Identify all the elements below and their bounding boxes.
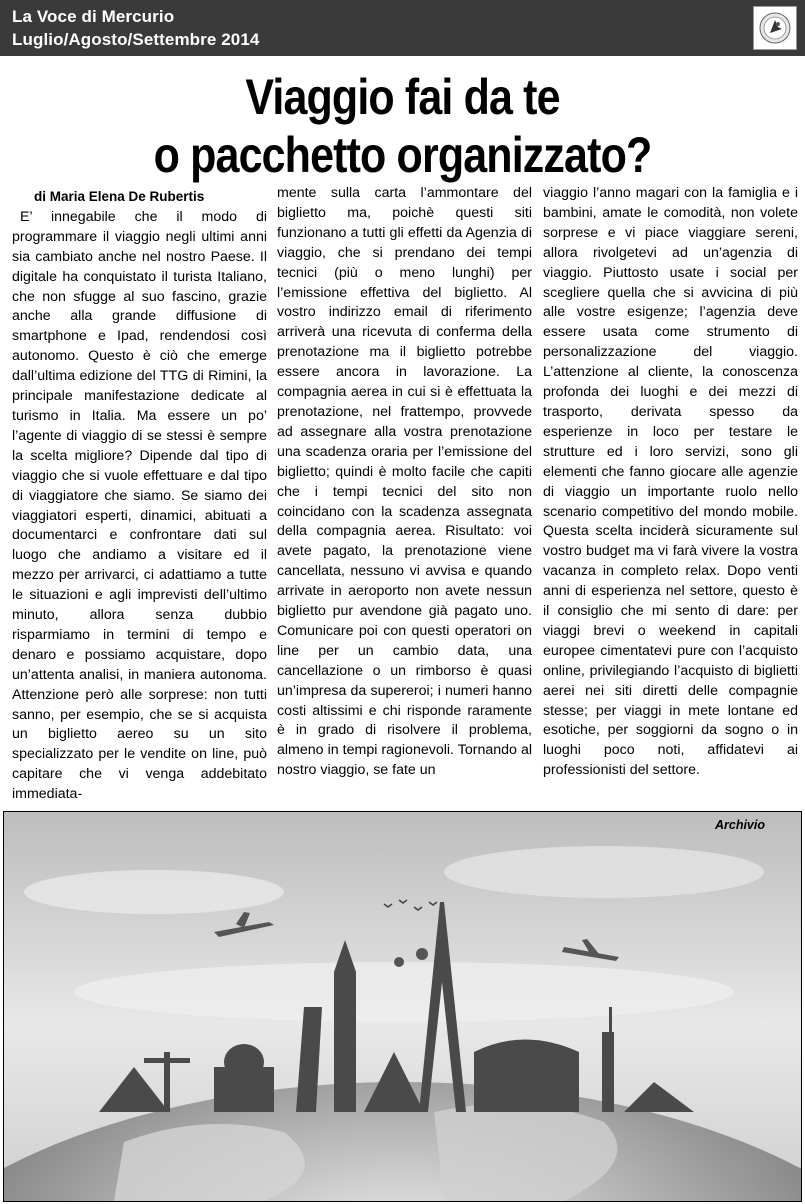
column-2-text: mente sulla carta l’ammontare del biglietto ma, poichè questi siti funzionano a tutti gli effetti da Agenzia di viaggio, che si prendano dei tempi tecnici (più o meno lunghi) per l’emissione effettiva del biglietto. Al vostro indirizzo email di riferimento arriverà una ricevuta di conferma della prenotazione ma il biglietto potrebbe essere ancora in lavorazione. La compagnia aerea in cui si è effettuata la prenotazione, nel frattempo, provvede ad assegnare alla vostra prenotazione una scadenza oraria per l’emissione del biglietto; quindi è molto facile che capiti che i tempi tecnici del sito non coincidano con la scadenza assegnata della compagnia aerea. Risultato: voi avete pagato, la prenotazione viene cancellata, nessuno vi avvisa e quando arrivate in aeroporto non avete nessun biglietto pur avendone già pagato uno. Comunicare poi con questi operatori on line per un cambio data, una cancellazione o un rimborso è quasi un’impresa da supereroi; i numeri hanno costi altissimi e chi risponde raramente è in grado di risolvere il problema, almeno in tempi ragionevoli. Tornando al nostro viaggio, se fate un [277, 185, 532, 779]
masthead-band [0, 0, 805, 56]
photo-credit: Archivio [714, 818, 765, 832]
article-headline [56, 68, 748, 184]
publication-name: La Voce di Mercurio [12, 7, 175, 26]
issue-date: Luglio/Agosto/Settembre 2014 [12, 30, 260, 49]
column-3-text: viaggio l’anno magari con la famiglia e i bambini, amate le comodità, non volete sorprese e vi piace viaggiare sereni, allora rivolgetevi ad un’agenzia di viaggio. Piuttosto usate i social per scegliere quella che si avvicina di più alle vostre esigenze; l’agenzia deve essere usata come strumento di personalizzazione del viaggio. L’attenzione al cliente, la conoscenza profonda dei luoghi e dei mezzi di trasporto, derivata spesso da esperienze in loco per testare le strutture ed i loro servizi, sono gli elementi che fanno giocare alle agenzie di viaggio un importante ruolo nello scenario competitivo del mondo mobile. Questa scelta inciderà sicuramente sul vostro budget ma vi farà vivere la vostra vacanza in completo relax. Dopo venti anni di esperienza nel settore, questo è il consiglio che mi sento di dare: per viaggi brevi o weekend in capitali europee cimentatevi pure con l’acquisto online, privilegiando l’acquisto di biglietti aerei nei siti diretti delle compagnie stesse; per viaggi in mete lontane ed esotiche, per soggiorni da sogno o in luoghi poco noti, affidatevi ai professionisti del settore. [543, 185, 798, 779]
byline: di Maria Elena De Rubertis [34, 189, 205, 204]
publication-logo [753, 6, 797, 50]
article-column-2 [277, 184, 532, 781]
column-1-text: E’ innegabile che il modo di programmare il viaggio negli ultimi anni sia cambiato anche nel nostro Paese. Il digitale ha conquistato il turista Italiano, che non sfugge al suo fascino, grazie anche alla grande diffusione di smartphone e Ipad, rendendosi così autonomo. Questo è ciò che emerge dall’ultima edizione del TTG di Rimini, la principale manifestazione dedicate al turismo in Italia. Ma essere un po’ l’agente di viaggio di se stessi è sempre la scelta migliore? Dipende dal tipo di viaggio che si vuole effettuare e dal tipo di viaggiatore che siamo. Se siamo dei viaggiatori esperti, dinamici, abituati a documentarci e confrontare dati sul luogo che andiamo a visitare ed il mezzo per arrivarci, ci adattiamo a tutte le situazioni e agli imprevisti dell’ultimo minuto, allora senza dubbio risparmiamo in termini di tempo e denaro e possiamo acquistare, dopo un’attenta analisi, in maniera autonoma. Attenzione però alle sorprese: non tutti sanno, per esempio, che se si acquista un biglietto aereo su un sito specializzato per le vendite on line, può capitare che vi venga addebitato immediata- [12, 208, 267, 803]
headline-line-1: Viaggio fai da te [245, 69, 560, 125]
world-landmarks-illustration [4, 812, 801, 1201]
logo-emblem-icon [754, 7, 796, 49]
article-photo [3, 811, 802, 1202]
article-column-3 [543, 184, 798, 781]
article-column-1 [12, 187, 267, 805]
headline-line-2: o pacchetto organizzato? [153, 127, 652, 183]
